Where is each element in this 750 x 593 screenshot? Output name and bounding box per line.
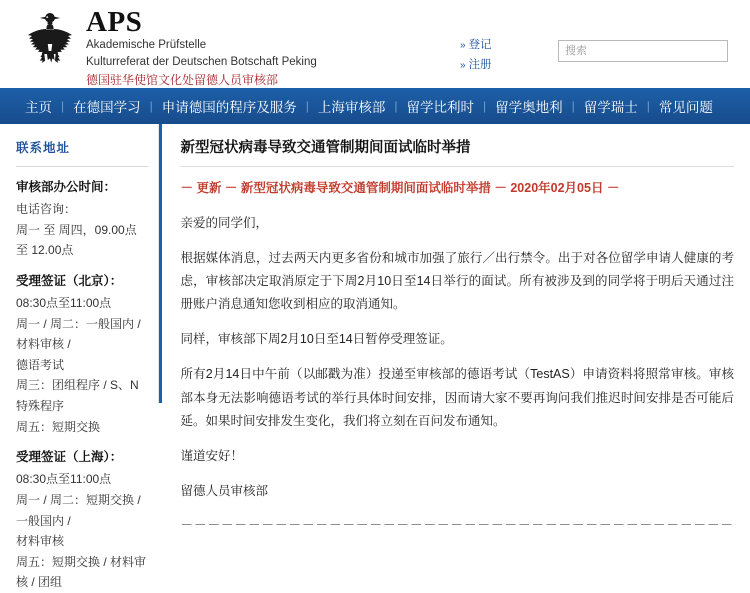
- sidebar-divider: [16, 166, 148, 167]
- nav-item-study-belgium[interactable]: 留学比利时: [406, 100, 474, 115]
- sidebar-section-line: 材料审核: [16, 534, 65, 549]
- nav-separator: |: [483, 99, 487, 113]
- org-name-de-line2: Kulturreferat der Deutschen Botschaft Peking: [86, 55, 317, 68]
- main-navigation: [0, 88, 750, 124]
- org-name-de-line1: Akademische Prüfstelle: [86, 39, 207, 51]
- nav-item-home[interactable]: 主页: [25, 100, 52, 115]
- nav-separator: |: [305, 99, 309, 113]
- nav-separator: |: [61, 99, 65, 113]
- search-input[interactable]: 搜索: [558, 40, 728, 62]
- sidebar-section-visa-beijing: [16, 271, 148, 437]
- federal-eagle-icon: [22, 10, 78, 72]
- login-link[interactable]: [460, 36, 552, 56]
- nav-item-faq[interactable]: 常见问题: [658, 100, 713, 115]
- sidebar-section-line: 电话咨询：: [16, 202, 77, 216]
- article-paragraph: 同样，审核部下周2月10日至14日暂停受理签证。: [180, 332, 453, 347]
- sidebar-section-line: 08:30点至11:00点: [16, 472, 112, 487]
- nav-separator: |: [394, 99, 398, 113]
- register-link-label: 注册: [468, 58, 492, 71]
- article-divider-dashes: －－－－－－－－－－－－－－－－－－－－－－－－－－－－－－－－－－－－－－－－－: [180, 518, 734, 532]
- article-paragraph: 所有2月14日中午前（以邮戳为准）投递至审核部的德语考试（TestAS）申请资料将照常审核。审核部本身无法影响德语考试的举行具体时间安排，因而请大家不要再询问我们推迟时间安排是否可能后延。如果时间安排发生变化，我们将立刻在百问发布通知。: [180, 367, 734, 428]
- page-title: 新型冠状病毒导致交通管制期间面试临时举措: [180, 136, 734, 167]
- header-links: [460, 36, 552, 75]
- article-paragraph: 根据媒体消息，过去两天内更多省份和城市加强了旅行／出行禁令。出于对各位留学申请人健康的考虑，审核部决定取消原定于下周2月10日至14日举行的面试。所有被涉及到的同学将于明后天通过注册账户消息通知您收到相应的取消通知。: [180, 250, 734, 312]
- sidebar-title: 联系地址: [16, 141, 71, 155]
- sidebar: [0, 124, 159, 590]
- sidebar-section-office-hours: [16, 177, 148, 261]
- sidebar-section-heading: 受理签证（上海）：: [16, 450, 123, 465]
- brand-block: [86, 8, 317, 91]
- article-signature: 留德人员审核部: [180, 483, 268, 498]
- site-header: [0, 0, 750, 88]
- content-area: [0, 124, 750, 590]
- sidebar-section-line: 周五：短期交换: [16, 419, 101, 434]
- sidebar-section-line: 周一 / 周二：一般国内 / 材料审核 /: [16, 316, 141, 352]
- sidebar-section-line: 周一 / 周二：短期交换 / 一般国内 /: [16, 492, 141, 528]
- main-article: [159, 124, 750, 532]
- org-name-cn: 德国驻华使馆文化处留德人员审核部: [86, 73, 279, 88]
- nav-separator: |: [571, 99, 575, 113]
- nav-item-study-switzerland[interactable]: 留学瑞士: [583, 100, 638, 115]
- double-chevron-right-icon: »: [460, 40, 466, 51]
- nav-item-shanghai-office[interactable]: 上海审核部: [317, 100, 386, 115]
- nav-separator: |: [149, 99, 153, 113]
- article-paragraph: 谨道安好！: [180, 448, 243, 463]
- login-link-label: 登记: [468, 39, 492, 51]
- double-chevron-right-icon: »: [460, 59, 466, 71]
- sidebar-section-line: 08:30点至11:00点: [16, 295, 112, 310]
- sidebar-section-heading: 审核部办公时间：: [16, 180, 117, 194]
- sidebar-section-line: 周三：团组程序 / S、N特殊程序: [16, 378, 139, 413]
- header-utility-area: [460, 36, 750, 75]
- article-paragraph: 亲爱的同学们，: [180, 215, 268, 230]
- sidebar-section-heading: 受理签证（北京）：: [16, 273, 123, 288]
- sidebar-section-line: 周一 至 周四，09.00点 至 12.00点: [16, 222, 137, 258]
- site-logo-text: APS: [86, 6, 143, 38]
- nav-item-study-austria[interactable]: 留学奥地利: [495, 100, 563, 115]
- nav-item-application-procedures[interactable]: 申请德国的程序及服务: [161, 100, 297, 115]
- sidebar-section-visa-shanghai: [16, 447, 148, 593]
- sidebar-section-line: 周五：短期交换 / 材料审核 / 团组: [16, 554, 147, 590]
- nav-separator: |: [646, 99, 650, 113]
- register-link[interactable]: [460, 56, 552, 76]
- update-notice: － 更新 － 新型冠状病毒导致交通管制期间面试临时举措 － 2020年02月05日 －: [180, 181, 620, 195]
- sidebar-section-line: 德语考试: [16, 357, 65, 372]
- nav-item-study-in-germany[interactable]: 在德国学习: [73, 100, 141, 115]
